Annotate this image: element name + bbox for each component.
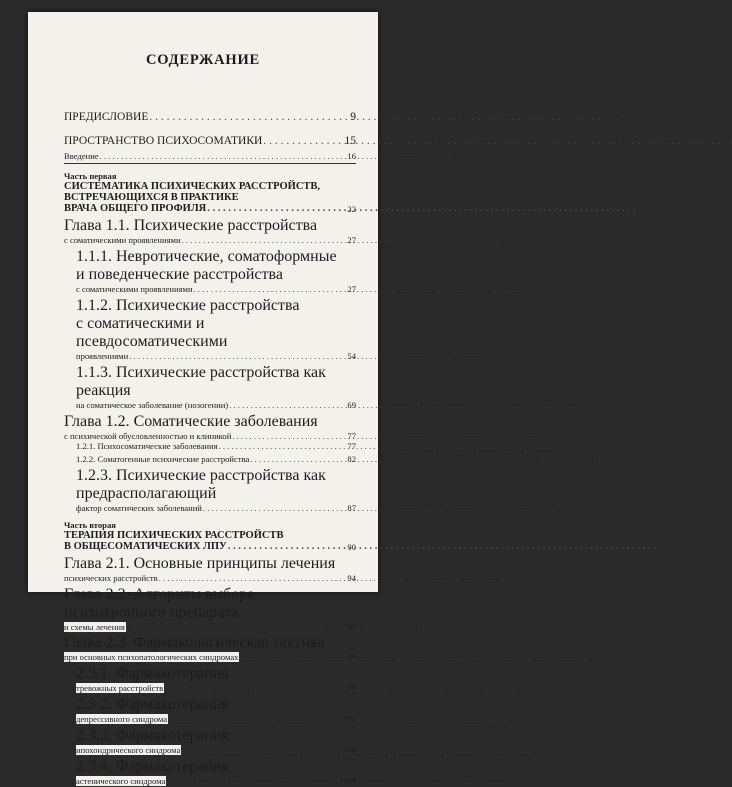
toc-entry-text: ПРЕДИСЛОВИЕ	[64, 111, 149, 123]
toc-entry-preface	[64, 110, 356, 124]
toc-entry-text: и поведенческие расстройства	[76, 265, 283, 283]
toc-entry-text: 1.1.1. Невротические, соматоформные	[76, 247, 337, 265]
toc-page-number: 97	[347, 621, 356, 632]
toc-page-number: 27	[347, 234, 356, 245]
toc-entry-s112	[76, 297, 356, 361]
toc-entry-text: 1.1.3. Психические расстройства как реакция	[76, 363, 326, 399]
toc-entry-text: Введение	[64, 151, 99, 161]
toc-entry-s231	[76, 665, 356, 693]
toc-entry-text: 1.2.1. Психосоматические заболевания	[76, 440, 218, 451]
toc-entry-text: 1.2.2. Соматогенные психические расстройства	[76, 453, 250, 464]
toc-entry-text: 1.1.2. Психические расстройства	[76, 296, 300, 314]
toc-page-number: 77	[347, 440, 356, 451]
part-title-line: СИСТЕМАТИКА ПСИХИЧЕСКИХ РАССТРОЙСТВ,	[64, 181, 321, 193]
toc-entry-text: с соматическими проявлениями	[76, 283, 193, 294]
toc-entry-s232	[76, 696, 356, 724]
toc-page-number: 22	[347, 204, 356, 214]
toc-page-number: 99	[347, 683, 356, 694]
toc-entry-s233	[76, 727, 356, 755]
toc-entry-text: тревожных расстройств	[76, 683, 164, 694]
toc-entry-text: Глава 1.1. Психические расстройства	[64, 216, 318, 234]
toc-entry-text: ипохондрического синдрома	[76, 745, 181, 756]
toc-page-number: 77	[347, 430, 356, 441]
toc-entry-s123	[76, 467, 356, 513]
toc-entry-s122	[76, 454, 356, 464]
toc-entry-s111	[76, 248, 356, 294]
toc-page-number: 102	[343, 714, 356, 725]
toc-page-number: 106	[343, 745, 356, 756]
toc-entry-s234	[76, 758, 356, 786]
toc-entry-text: ПРОСТРАНСТВО ПСИХОСОМАТИКИ	[64, 135, 263, 147]
toc-entry-text: с соматическими проявлениями	[64, 234, 181, 245]
toc-entry-text: проявлениями	[76, 350, 129, 361]
toc-page-number: 16	[347, 151, 356, 161]
toc-page-number: 54	[347, 350, 356, 361]
toc-page-number: 82	[347, 453, 356, 464]
page-title: СОДЕРЖАНИЕ	[145, 52, 261, 68]
toc-entry-text: Глава 2.1. Основные принципы лечения	[64, 554, 336, 572]
toc-entry-text: при основных психопатологических синдромах	[64, 652, 239, 663]
toc-page-number: 108	[343, 776, 356, 787]
toc-page-number: 9	[350, 111, 356, 123]
toc-entry-text: с соматическими и псевдосоматическими	[76, 314, 228, 350]
toc-entry-part1	[64, 203, 356, 214]
toc-entry-text: 2.3.3. Фармакотерапия	[76, 727, 229, 745]
toc-page-number: 99	[347, 652, 356, 663]
toc-entry-ch21	[64, 555, 356, 583]
toc-entry-text: Глава 1.2. Соматические заболевания	[64, 412, 318, 430]
toc-entry-part2	[64, 541, 356, 552]
toc-entry-ch22	[64, 586, 356, 632]
toc-entry-text: с психической обусловленностью и клиникой	[64, 430, 232, 441]
toc-entry-text: депрессивного синдрома	[76, 714, 168, 725]
toc-page-number: 90	[347, 541, 356, 552]
toc-entry-intro	[64, 151, 356, 161]
toc-entry-space	[64, 134, 356, 148]
toc-entry-text: астенического синдрома	[76, 776, 166, 787]
toc-entry-text: 2.3.4. Фармакотерапия	[76, 758, 229, 776]
part-label: Часть вторая	[64, 520, 116, 531]
toc-entry-ch23	[64, 634, 356, 662]
part-title-line: ТЕРАПИЯ ПСИХИЧЕСКИХ РАССТРОЙСТВ	[64, 530, 284, 542]
toc-entry-text: ВРАЧА ОБЩЕГО ПРОФИЛЯ	[64, 203, 207, 215]
part-title-line: ВСТРЕЧАЮЩИХСЯ В ПРАКТИКЕ	[64, 192, 239, 204]
toc-entry-text: 1.2.3. Психические расстройства как предрасполагающий	[76, 466, 326, 502]
toc-entry-ch11	[64, 217, 356, 245]
toc-entry-text: 2.3.2. Фармакотерапия	[76, 696, 229, 714]
part-label: Часть первая	[64, 171, 117, 182]
toc-page-number: 87	[347, 502, 356, 513]
toc-page-number: 15	[344, 135, 356, 147]
toc-entry-ch12	[64, 413, 356, 441]
toc-entry-text: психических расстройств	[64, 572, 158, 583]
toc-entry-text: В ОБЩЕСОМАТИЧЕСКИХ ЛПУ	[64, 541, 227, 553]
divider	[64, 163, 356, 164]
toc-entry-text: Глава 2.2. Алгоритм выбора психотропного препарата	[64, 585, 255, 621]
toc-entry-s113	[76, 364, 356, 410]
toc-entry-text: Глава 2.3. Фармакологическая тактика	[64, 634, 325, 652]
toc-page-number: 27	[347, 283, 356, 294]
toc-entry-text: 2.3.1. Фармакотерапия	[76, 665, 229, 683]
book-page	[28, 12, 378, 787]
toc-entry-s121	[76, 441, 356, 451]
toc-page-number: 69	[347, 399, 356, 410]
table-of-contents	[64, 104, 356, 787]
toc-entry-text: на соматическое заболевание (нозогении)	[76, 399, 229, 410]
toc-entry-text: и схемы лечения	[64, 621, 125, 632]
toc-page-number: 94	[347, 572, 356, 583]
toc-entry-text: фактор соматических заболеваний	[76, 502, 202, 513]
